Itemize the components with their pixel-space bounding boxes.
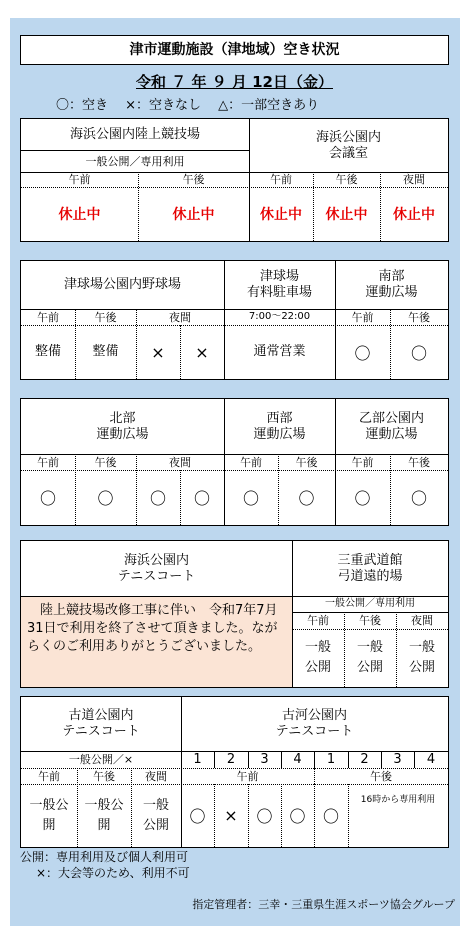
status-text: 〇: [193, 489, 210, 508]
status-available: [390, 325, 448, 379]
status-text: ×: [151, 342, 165, 362]
court-number-text: 4: [426, 751, 436, 767]
section-tennis-budokan: [20, 540, 449, 688]
facility-conference-room: [249, 119, 448, 172]
slot-am: 午前: [37, 310, 59, 324]
court-number: [214, 751, 248, 768]
slot-label: [138, 172, 249, 187]
status-public: [292, 629, 344, 687]
status-available: [278, 470, 335, 525]
slot-am: 午前: [236, 769, 259, 783]
court-number: [314, 751, 348, 768]
status-text: 一般公 開: [29, 797, 69, 833]
status-available: [335, 325, 390, 379]
usage-type-budokan: [292, 596, 448, 612]
status-text: 一般 公開: [142, 797, 169, 833]
closure-notice-text: 陸上競技場改修工事に伴い 令和7年7月31日で利用を終了させて頂きました。ながらくのご利用ありがとうございました。: [27, 603, 278, 654]
court-number: [181, 751, 214, 768]
slot-label: [75, 454, 136, 470]
slot-label: [224, 309, 335, 325]
status-unavailable: [180, 325, 224, 379]
status-text: 〇: [256, 807, 273, 826]
status-text: 通常営業: [253, 344, 306, 359]
status-text: 〇: [149, 489, 166, 508]
divider: [348, 751, 349, 768]
slot-label: [390, 309, 448, 325]
facility-conference-room-label: 海浜公園内 会議室: [315, 129, 381, 161]
facility-parking-label: 津球場 有料駐車場: [246, 269, 312, 300]
status-text: 休止中: [325, 207, 368, 223]
facility-baseball-stadium: [21, 261, 224, 309]
slot-label: [278, 454, 335, 470]
section-baseball: [20, 260, 449, 380]
slot-hours: 7:00～22:00: [248, 311, 311, 322]
facility-west-ground-label: 西部 運動広場: [253, 410, 306, 442]
court-number-text: 2: [360, 751, 369, 767]
divider: [21, 768, 448, 769]
slot-label: [390, 454, 448, 470]
slot-am: 午前: [240, 455, 262, 469]
status-available: [181, 784, 214, 847]
slot-am: 午前: [270, 173, 292, 186]
status-available: [136, 470, 180, 525]
footnote-public-text: 公開：専用利用及び個人利用可: [20, 850, 189, 864]
court-number-text: 2: [226, 751, 236, 767]
slot-pm: 午後: [295, 455, 318, 469]
status-text: ×: [195, 342, 209, 362]
slot-pm: 午後: [359, 614, 381, 627]
facility-otobe-ground: [335, 399, 448, 454]
slot-label: [335, 454, 390, 470]
status-maintenance: [75, 325, 136, 379]
slot-pm: 午後: [94, 310, 117, 324]
status-available: [224, 470, 278, 525]
status-available: [248, 784, 281, 847]
date-heading: [20, 70, 449, 92]
slot-label: [136, 309, 224, 325]
status-text: 〇: [410, 343, 427, 363]
slot-am: 午前: [351, 455, 374, 469]
facility-south-ground-label: 南部 運動広場: [365, 269, 418, 300]
court-number-text: 1: [193, 751, 202, 767]
status-available: [180, 470, 224, 525]
facility-athletics-stadium-label: 海浜公園内陸上競技場: [69, 126, 200, 142]
usage-type-athletics-label: 一般公開／専用利用: [85, 154, 185, 168]
slot-pm: 午後: [335, 173, 358, 186]
facility-athletics-stadium: [21, 119, 249, 150]
status-unavailable: [136, 325, 180, 379]
slot-night: 夜間: [169, 455, 191, 469]
slot-am: 午前: [351, 310, 374, 324]
divider: [381, 751, 382, 768]
slot-pm: 午後: [182, 173, 205, 186]
status-open: [224, 325, 335, 379]
status-text: 一般 公開: [408, 640, 435, 675]
status-public: [396, 629, 448, 687]
facility-seaside-tennis: [21, 541, 292, 596]
slot-label: [77, 768, 131, 784]
status-suspended: [313, 187, 380, 241]
status-public: [77, 784, 131, 847]
status-public: [344, 629, 396, 687]
slot-label: [313, 172, 380, 187]
status-public: [131, 784, 181, 847]
divider: [314, 768, 315, 784]
slot-label: [131, 768, 181, 784]
status-text: 一般 公開: [304, 640, 331, 675]
court-number-text: 1: [326, 751, 336, 767]
slot-label: [181, 768, 314, 784]
footnote-public: [20, 850, 440, 866]
status-available: [314, 784, 348, 847]
facility-otobe-ground-label: 乙部公園内 運動広場: [358, 410, 424, 442]
slot-night: 夜間: [403, 173, 425, 186]
slot-label: [75, 309, 136, 325]
facility-furukawa-tennis: [181, 697, 448, 751]
divider: [248, 751, 249, 768]
slot-label: [344, 612, 396, 629]
slot-label: [314, 768, 448, 784]
status-text: 整備: [92, 344, 119, 359]
availability-legend: [56, 98, 456, 116]
status-text: 一般公 開: [84, 797, 124, 833]
status-reserved-note: [348, 784, 448, 816]
legend-text: 〇：空き ×：空きなし △：一部空きあり: [56, 98, 320, 113]
status-text: 〇: [354, 343, 371, 363]
status-public: [21, 784, 77, 847]
page-title: [20, 35, 449, 65]
divider: [21, 751, 448, 752]
usage-type-furumichi-label: 一般公開／×: [68, 753, 134, 766]
court-number-text: 3: [393, 751, 402, 767]
footnote-unavailable: [36, 866, 446, 882]
facility-parking: [224, 261, 335, 309]
status-suspended: [380, 187, 448, 241]
facility-furumichi-tennis-label: 古道公園内 テニスコート: [62, 708, 140, 739]
slot-label: [292, 612, 344, 629]
court-number-text: 3: [260, 751, 269, 767]
facility-budokan-archery: [292, 541, 448, 596]
manager-credit-text: 指定管理者：三幸・三重県生涯スポーツ協会グループ: [192, 898, 455, 911]
usage-type-athletics: [21, 150, 249, 172]
slot-label: [21, 309, 75, 325]
slot-label: [335, 309, 390, 325]
slot-pm: 午後: [94, 455, 117, 469]
slot-night: 夜間: [145, 769, 167, 783]
divider: [21, 596, 448, 597]
divider: [214, 751, 215, 768]
usage-type-furumichi: [21, 751, 181, 768]
facility-furukawa-tennis-label: 古河公園内 テニスコート: [275, 708, 354, 739]
status-available: [335, 470, 390, 525]
status-text: 16時から専用利用: [360, 795, 436, 805]
status-available: [75, 470, 136, 525]
slot-night: 夜間: [411, 614, 433, 627]
slot-label: [224, 454, 278, 470]
slot-pm: 午後: [93, 769, 115, 783]
divider: [314, 751, 315, 768]
slot-pm: 午後: [408, 310, 430, 324]
slot-pm: 午後: [370, 769, 392, 783]
facility-furumichi-tennis: [21, 697, 181, 751]
court-number: [348, 751, 381, 768]
court-number: [281, 751, 314, 768]
divider: [281, 751, 282, 768]
facility-baseball-stadium-label: 津球場公園内野球場: [63, 277, 181, 292]
status-text: 一般 公開: [356, 640, 383, 675]
slot-label: [396, 612, 448, 629]
status-suspended: [138, 187, 249, 241]
slot-label: [136, 454, 224, 470]
court-number: [414, 751, 448, 768]
slot-label: [380, 172, 448, 187]
divider: [414, 751, 415, 768]
divider: [21, 150, 249, 151]
status-text: 〇: [97, 489, 114, 508]
status-text: 整備: [34, 344, 61, 359]
status-available: [281, 784, 314, 847]
slot-am: 午前: [37, 455, 59, 469]
status-text: 〇: [322, 807, 339, 826]
facility-seaside-tennis-label: 海浜公園内 テニスコート: [117, 552, 196, 584]
slot-am: 午前: [68, 173, 91, 186]
status-unavailable: [214, 784, 248, 847]
status-text: 休止中: [58, 207, 101, 223]
section-grounds: [20, 398, 449, 526]
court-number: [381, 751, 414, 768]
section-seaside-athletics: [20, 118, 449, 242]
status-suspended: [21, 187, 138, 241]
slot-label: [21, 454, 75, 470]
closure-notice: [21, 596, 292, 687]
slot-label: [21, 768, 77, 784]
status-text: 〇: [298, 489, 315, 508]
status-maintenance: [21, 325, 75, 379]
slot-am: 午前: [38, 769, 60, 783]
status-text: 〇: [354, 489, 371, 508]
slot-label: [249, 172, 313, 187]
manager-credit: [110, 898, 455, 914]
status-text: 〇: [289, 807, 306, 826]
facility-north-ground: [21, 399, 224, 454]
status-text: 休止中: [260, 207, 302, 223]
section-tennis-courts: [20, 696, 449, 848]
footnote-unavailable-text: ×：大会等のため、利用不可: [36, 866, 190, 880]
status-text: 〇: [410, 489, 427, 508]
court-number: [248, 751, 281, 768]
facility-north-ground-label: 北部 運動広場: [96, 410, 149, 442]
status-available: [390, 470, 448, 525]
facility-west-ground: [224, 399, 335, 454]
page-title-text: 津市運動施設（津地域）空き状況: [129, 41, 340, 58]
slot-night: 夜間: [169, 310, 191, 324]
facility-budokan-archery-label: 三重武道館 弓道遠的場: [337, 552, 403, 584]
facility-south-ground: [335, 261, 448, 309]
status-sheet: [10, 18, 460, 926]
slot-pm: 午後: [408, 455, 430, 469]
status-text: 休止中: [393, 207, 435, 223]
status-text: ×: [224, 806, 238, 825]
usage-type-budokan-label: 一般公開／専用利用: [325, 598, 415, 609]
status-text: 〇: [39, 489, 56, 508]
status-text: 〇: [242, 489, 259, 508]
status-suspended: [249, 187, 313, 241]
slot-am: 午前: [307, 614, 329, 627]
status-text: 〇: [189, 807, 206, 826]
slot-label: [21, 172, 138, 187]
status-text: 休止中: [172, 207, 215, 223]
date-text: 令和 ７ 年 ９ 月 12日（金）: [136, 72, 333, 91]
court-number-text: 4: [293, 751, 302, 767]
status-available: [21, 470, 75, 525]
